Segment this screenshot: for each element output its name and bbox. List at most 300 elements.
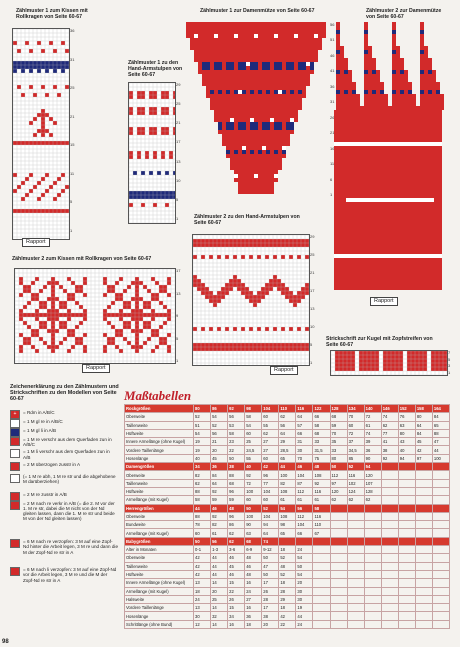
mass-header-cell bbox=[347, 504, 364, 512]
stitch-cell bbox=[428, 62, 432, 66]
stitch-cell bbox=[412, 98, 416, 102]
stitch-cell bbox=[370, 262, 374, 266]
stitch-cell bbox=[270, 134, 274, 138]
stitch-cell bbox=[238, 54, 242, 58]
stitch-cell bbox=[197, 239, 201, 243]
stitch-cell bbox=[123, 301, 127, 305]
stitch-cell bbox=[250, 110, 254, 114]
stitch-cell bbox=[340, 86, 344, 90]
stitch-cell bbox=[229, 343, 233, 347]
stitch-cell bbox=[364, 106, 368, 110]
stitch-cell bbox=[410, 138, 414, 142]
mass-cell bbox=[364, 620, 381, 628]
stitch-cell bbox=[438, 166, 442, 170]
stitch-cell bbox=[390, 278, 394, 282]
stitch-cell bbox=[194, 50, 198, 54]
stitch-cell bbox=[350, 134, 354, 138]
stitch-cell bbox=[428, 82, 432, 86]
stitch-cell bbox=[141, 127, 145, 131]
stitch-cell bbox=[402, 122, 406, 126]
stitch-cell bbox=[438, 186, 442, 190]
stitch-cell bbox=[410, 162, 414, 166]
stitch-cell bbox=[273, 239, 277, 243]
stitch-cell bbox=[45, 69, 49, 73]
stitch-cell bbox=[426, 278, 430, 282]
stitch-cell bbox=[173, 195, 175, 199]
stitch-cell bbox=[370, 286, 374, 290]
stitch-cell bbox=[17, 85, 21, 89]
stitch-cell bbox=[214, 22, 218, 26]
stitch-cell bbox=[277, 343, 281, 347]
stitch-cell bbox=[342, 154, 346, 158]
mass-header-cell: 46 bbox=[296, 463, 313, 471]
stitch-cell bbox=[186, 34, 190, 38]
stitch-cell bbox=[402, 194, 406, 198]
mass-cell: 50 bbox=[228, 454, 245, 462]
stitch-cell bbox=[238, 62, 242, 66]
stitch-cell bbox=[430, 214, 434, 218]
stitch-cell bbox=[336, 102, 340, 106]
stitch-cell bbox=[246, 38, 250, 42]
mass-cell: 20 bbox=[262, 620, 279, 628]
stitch-cell bbox=[257, 243, 261, 247]
mass-cell bbox=[381, 471, 398, 479]
stitch-cell bbox=[226, 126, 230, 130]
stitch-cell bbox=[238, 90, 242, 94]
stitch-cell bbox=[386, 194, 390, 198]
stitch-cell bbox=[274, 22, 278, 26]
stitch-cell bbox=[59, 301, 63, 305]
stitch-cell bbox=[431, 363, 435, 367]
stitch-cell bbox=[382, 174, 386, 178]
stitch-cell bbox=[382, 138, 386, 142]
stitch-cell bbox=[161, 151, 165, 155]
mass-cell: 59 bbox=[330, 421, 347, 429]
stitch-cell bbox=[382, 110, 386, 114]
stitch-cell bbox=[149, 111, 153, 115]
stitch-cell bbox=[225, 287, 229, 291]
mass-cell bbox=[432, 479, 449, 487]
stitch-cell bbox=[408, 102, 412, 106]
stitch-cell bbox=[282, 94, 286, 98]
stitch-cell bbox=[131, 309, 135, 313]
stitch-cell bbox=[336, 54, 340, 58]
stitch-cell bbox=[376, 86, 380, 90]
stitch-cell bbox=[387, 367, 391, 371]
stitch-cell bbox=[131, 297, 135, 301]
stitch-cell bbox=[194, 58, 198, 62]
mass-cell: 17 bbox=[262, 604, 279, 612]
mass-cell: 77 bbox=[381, 429, 398, 437]
stitch-cell bbox=[202, 34, 206, 38]
stitch-cell bbox=[390, 154, 394, 158]
stitch-cell bbox=[420, 78, 424, 82]
stitch-cell bbox=[438, 138, 442, 142]
mass-cell: 14 bbox=[211, 579, 228, 587]
stitch-cell bbox=[269, 347, 273, 351]
stitch-cell bbox=[350, 142, 354, 146]
stitch-cell bbox=[281, 291, 285, 295]
stitch-cell bbox=[392, 82, 396, 86]
stitch-cell bbox=[392, 74, 396, 78]
mass-cell: 88 bbox=[432, 429, 449, 437]
stitch-cell bbox=[422, 118, 426, 122]
stitch-cell bbox=[163, 285, 167, 289]
stitch-cell bbox=[23, 337, 27, 341]
stitch-cell bbox=[430, 134, 434, 138]
mass-cell: 33 bbox=[313, 438, 330, 446]
stitch-cell bbox=[366, 258, 370, 262]
stitch-cell bbox=[386, 130, 390, 134]
stitch-cell bbox=[402, 134, 406, 138]
stitch-cell bbox=[346, 286, 350, 290]
stitch-cell bbox=[438, 126, 442, 130]
stitch-cell bbox=[129, 107, 133, 111]
legend-item bbox=[10, 437, 118, 447]
stitch-cell bbox=[430, 182, 434, 186]
stitch-cell bbox=[346, 178, 350, 182]
stitch-cell bbox=[392, 66, 396, 70]
stitch-cell bbox=[359, 367, 363, 371]
mass-cell bbox=[415, 512, 432, 520]
stitch-cell bbox=[390, 242, 394, 246]
stitch-cell bbox=[443, 367, 447, 371]
stitch-cell bbox=[422, 218, 426, 222]
stitch-cell bbox=[47, 345, 51, 349]
stitch-cell bbox=[25, 141, 29, 145]
mass-cell: 64 bbox=[415, 421, 432, 429]
stitch-cell bbox=[336, 58, 340, 62]
mass-cell: 64 bbox=[262, 529, 279, 537]
mass-cell: 64 bbox=[211, 479, 228, 487]
stitch-cell bbox=[434, 130, 438, 134]
stitch-cell bbox=[282, 74, 286, 78]
stitch-cell bbox=[201, 343, 205, 347]
stitch-cell bbox=[402, 146, 406, 150]
stitch-cell bbox=[290, 122, 294, 126]
stitch-cell bbox=[436, 102, 440, 106]
stitch-cell bbox=[426, 254, 430, 258]
stitch-cell bbox=[286, 22, 290, 26]
stitch-cell bbox=[410, 134, 414, 138]
row-number: 13 bbox=[310, 306, 315, 311]
stitch-cell bbox=[214, 46, 218, 50]
mass-row bbox=[125, 554, 450, 562]
stitch-cell bbox=[35, 277, 39, 281]
stitch-cell bbox=[363, 351, 367, 355]
stitch-cell bbox=[161, 195, 165, 199]
stitch-cell bbox=[67, 333, 71, 337]
stitch-cell bbox=[226, 58, 230, 62]
stitch-cell bbox=[51, 349, 55, 353]
stitch-cell bbox=[129, 203, 133, 207]
stitch-cell bbox=[35, 293, 39, 297]
stitch-cell bbox=[350, 162, 354, 166]
stitch-cell bbox=[234, 74, 238, 78]
legend-text: (= 1 M re abh, 1 M re str und die abgehobene M darüberziehen) bbox=[23, 474, 116, 485]
stitch-cell bbox=[210, 58, 214, 62]
stitch-cell bbox=[257, 291, 261, 295]
stitch-cell bbox=[131, 313, 135, 317]
stitch-cell bbox=[414, 258, 418, 262]
stitch-cell bbox=[434, 110, 438, 114]
stitch-cell bbox=[340, 90, 344, 94]
stitch-cell bbox=[230, 98, 234, 102]
stitch-cell bbox=[206, 38, 210, 42]
stitch-cell bbox=[398, 178, 402, 182]
stitch-cell bbox=[344, 78, 348, 82]
stitch-cell bbox=[214, 50, 218, 54]
stitch-cell bbox=[173, 131, 175, 135]
stitch-cell bbox=[282, 134, 286, 138]
stitch-cell bbox=[246, 106, 250, 110]
stitch-cell bbox=[334, 234, 338, 238]
stitch-cell bbox=[135, 277, 139, 281]
mass-row bbox=[125, 479, 450, 487]
stitch-cell bbox=[218, 46, 222, 50]
stitch-cell bbox=[297, 255, 301, 259]
mass-cell: 18 bbox=[279, 604, 296, 612]
stitch-cell bbox=[418, 270, 422, 274]
chart3-grid bbox=[186, 22, 326, 197]
stitch-cell bbox=[386, 254, 390, 258]
stitch-cell bbox=[294, 62, 298, 66]
stitch-cell bbox=[270, 190, 274, 194]
stitch-cell bbox=[410, 198, 414, 202]
stitch-cell bbox=[410, 178, 414, 182]
stitch-cell bbox=[392, 94, 396, 98]
stitch-cell bbox=[262, 82, 266, 86]
stitch-cell bbox=[418, 178, 422, 182]
stitch-cell bbox=[391, 351, 395, 355]
mass-cell: 25 bbox=[211, 595, 228, 603]
stitch-cell bbox=[414, 274, 418, 278]
stitch-cell bbox=[67, 309, 71, 313]
stitch-cell bbox=[61, 41, 65, 45]
stitch-cell bbox=[290, 114, 294, 118]
stitch-cell bbox=[354, 134, 358, 138]
stitch-cell bbox=[410, 250, 414, 254]
stitch-cell bbox=[270, 22, 274, 26]
stitch-cell bbox=[398, 286, 402, 290]
stitch-cell bbox=[410, 142, 414, 146]
stitch-cell bbox=[402, 118, 406, 122]
stitch-cell bbox=[420, 106, 424, 110]
stitch-cell bbox=[282, 130, 286, 134]
stitch-cell bbox=[83, 277, 87, 281]
mass-header-cell: 74 bbox=[262, 537, 279, 545]
mass-cell: 62 bbox=[381, 421, 398, 429]
stitch-cell bbox=[399, 367, 403, 371]
stitch-cell bbox=[439, 363, 443, 367]
mass-cell: Alter in Monaten bbox=[125, 546, 194, 554]
stitch-cell bbox=[386, 210, 390, 214]
mass-header-cell: 146 bbox=[381, 405, 398, 413]
mass-cell: 124 bbox=[347, 487, 364, 495]
stitch-cell bbox=[218, 98, 222, 102]
stitch-cell bbox=[342, 278, 346, 282]
stitch-cell bbox=[83, 317, 87, 321]
stitch-cell bbox=[387, 355, 391, 359]
stitch-cell bbox=[362, 222, 366, 226]
stitch-cell bbox=[257, 239, 261, 243]
stitch-cell bbox=[362, 286, 366, 290]
stitch-cell bbox=[376, 70, 380, 74]
stitch-cell bbox=[161, 191, 165, 195]
stitch-cell bbox=[249, 343, 253, 347]
stitch-cell bbox=[202, 78, 206, 82]
stitch-cell bbox=[249, 327, 253, 331]
stitch-cell bbox=[165, 127, 169, 131]
stitch-cell bbox=[338, 286, 342, 290]
stitch-cell bbox=[394, 126, 398, 130]
stitch-cell bbox=[438, 238, 442, 242]
stitch-cell bbox=[266, 42, 270, 46]
stitch-cell bbox=[274, 94, 278, 98]
stitch-cell bbox=[382, 234, 386, 238]
mass-cell bbox=[432, 529, 449, 537]
stitch-cell bbox=[374, 190, 378, 194]
mass-cell bbox=[330, 579, 347, 587]
stitch-cell bbox=[305, 287, 309, 291]
stitch-cell bbox=[246, 158, 250, 162]
stitch-cell bbox=[414, 162, 418, 166]
stitch-cell bbox=[246, 134, 250, 138]
stitch-cell bbox=[149, 195, 153, 199]
stitch-cell bbox=[254, 126, 258, 130]
stitch-cell bbox=[390, 286, 394, 290]
stitch-cell bbox=[398, 126, 402, 130]
stitch-cell bbox=[374, 202, 378, 206]
stitch-cell bbox=[209, 347, 213, 351]
stitch-cell bbox=[258, 34, 262, 38]
stitch-cell bbox=[210, 78, 214, 82]
stitch-cell bbox=[414, 286, 418, 290]
stitch-cell bbox=[222, 134, 226, 138]
stitch-cell bbox=[210, 98, 214, 102]
stitch-cell bbox=[226, 42, 230, 46]
stitch-cell bbox=[129, 151, 133, 155]
stitch-cell bbox=[286, 98, 290, 102]
stitch-cell bbox=[380, 106, 384, 110]
stitch-cell bbox=[342, 218, 346, 222]
stitch-cell bbox=[163, 313, 167, 317]
stitch-cell bbox=[141, 203, 145, 207]
stitch-cell bbox=[167, 309, 171, 313]
stitch-cell bbox=[396, 90, 400, 94]
stitch-cell bbox=[286, 58, 290, 62]
stitch-cell bbox=[398, 242, 402, 246]
stitch-cell bbox=[386, 282, 390, 286]
mass-cell: 53 bbox=[228, 421, 245, 429]
stitch-cell bbox=[127, 325, 131, 329]
stitch-cell bbox=[390, 198, 394, 202]
stitch-cell bbox=[374, 186, 378, 190]
stitch-cell bbox=[354, 278, 358, 282]
stitch-cell bbox=[339, 359, 343, 363]
mass-cell: 96 bbox=[262, 471, 279, 479]
stitch-cell bbox=[418, 142, 422, 146]
stitch-cell bbox=[370, 246, 374, 250]
stitch-cell bbox=[424, 102, 428, 106]
mass-row bbox=[125, 512, 450, 520]
stitch-cell bbox=[301, 291, 305, 295]
stitch-cell bbox=[358, 150, 362, 154]
stitch-cell bbox=[428, 86, 432, 90]
stitch-cell bbox=[290, 22, 294, 26]
stitch-cell bbox=[270, 142, 274, 146]
stitch-cell bbox=[198, 62, 202, 66]
stitch-cell bbox=[354, 122, 358, 126]
stitch-cell bbox=[79, 289, 83, 293]
chart3-title: Zählmuster 1 zur Damenmütze von Seite 60-67 bbox=[200, 8, 315, 14]
mass-cell: Schrittlänge (ohne Bund) bbox=[125, 620, 194, 628]
stitch-cell bbox=[422, 238, 426, 242]
stitch-cell bbox=[294, 90, 298, 94]
stitch-cell bbox=[362, 214, 366, 218]
stitch-cell bbox=[434, 182, 438, 186]
stitch-cell bbox=[374, 206, 378, 210]
stitch-cell bbox=[410, 166, 414, 170]
stitch-cell bbox=[274, 130, 278, 134]
stitch-cell bbox=[202, 70, 206, 74]
stitch-cell bbox=[278, 158, 282, 162]
stitch-cell bbox=[426, 274, 430, 278]
stitch-cell bbox=[438, 254, 442, 258]
stitch-cell bbox=[155, 313, 159, 317]
mass-cell: 67 bbox=[313, 529, 330, 537]
stitch-cell bbox=[266, 174, 270, 178]
stitch-cell bbox=[334, 150, 338, 154]
stitch-cell bbox=[266, 94, 270, 98]
stitch-cell bbox=[434, 142, 438, 146]
stitch-cell bbox=[163, 321, 167, 325]
stitch-cell bbox=[141, 91, 145, 95]
stitch-cell bbox=[402, 154, 406, 158]
stitch-cell bbox=[346, 230, 350, 234]
stitch-cell bbox=[396, 82, 400, 86]
stitch-cell bbox=[346, 186, 350, 190]
stitch-cell bbox=[342, 274, 346, 278]
stitch-cell bbox=[382, 230, 386, 234]
stitch-cell bbox=[378, 110, 382, 114]
stitch-cell bbox=[354, 174, 358, 178]
stitch-cell bbox=[376, 102, 380, 106]
stitch-cell bbox=[294, 46, 298, 50]
stitch-cell bbox=[382, 214, 386, 218]
mass-row bbox=[125, 471, 450, 479]
stitch-cell bbox=[242, 166, 246, 170]
stitch-cell bbox=[241, 255, 245, 259]
mass-cell bbox=[432, 587, 449, 595]
mass-cell: 62 bbox=[347, 496, 364, 504]
stitch-cell bbox=[370, 238, 374, 242]
stitch-cell bbox=[371, 363, 375, 367]
stitch-cell bbox=[206, 90, 210, 94]
stitch-cell bbox=[422, 266, 426, 270]
stitch-cell bbox=[254, 54, 258, 58]
stitch-cell bbox=[226, 150, 230, 154]
stitch-cell bbox=[350, 242, 354, 246]
stitch-cell bbox=[338, 254, 342, 258]
stitch-cell bbox=[230, 38, 234, 42]
chart7-title: Strickschrift zur Kugel mit Zopfstreifen von Seite 60-67 bbox=[326, 336, 433, 348]
stitch-cell bbox=[123, 313, 127, 317]
stitch-cell bbox=[242, 54, 246, 58]
mass-cell bbox=[313, 554, 330, 562]
mass-cell: 64 bbox=[296, 413, 313, 421]
stitch-cell bbox=[352, 106, 356, 110]
